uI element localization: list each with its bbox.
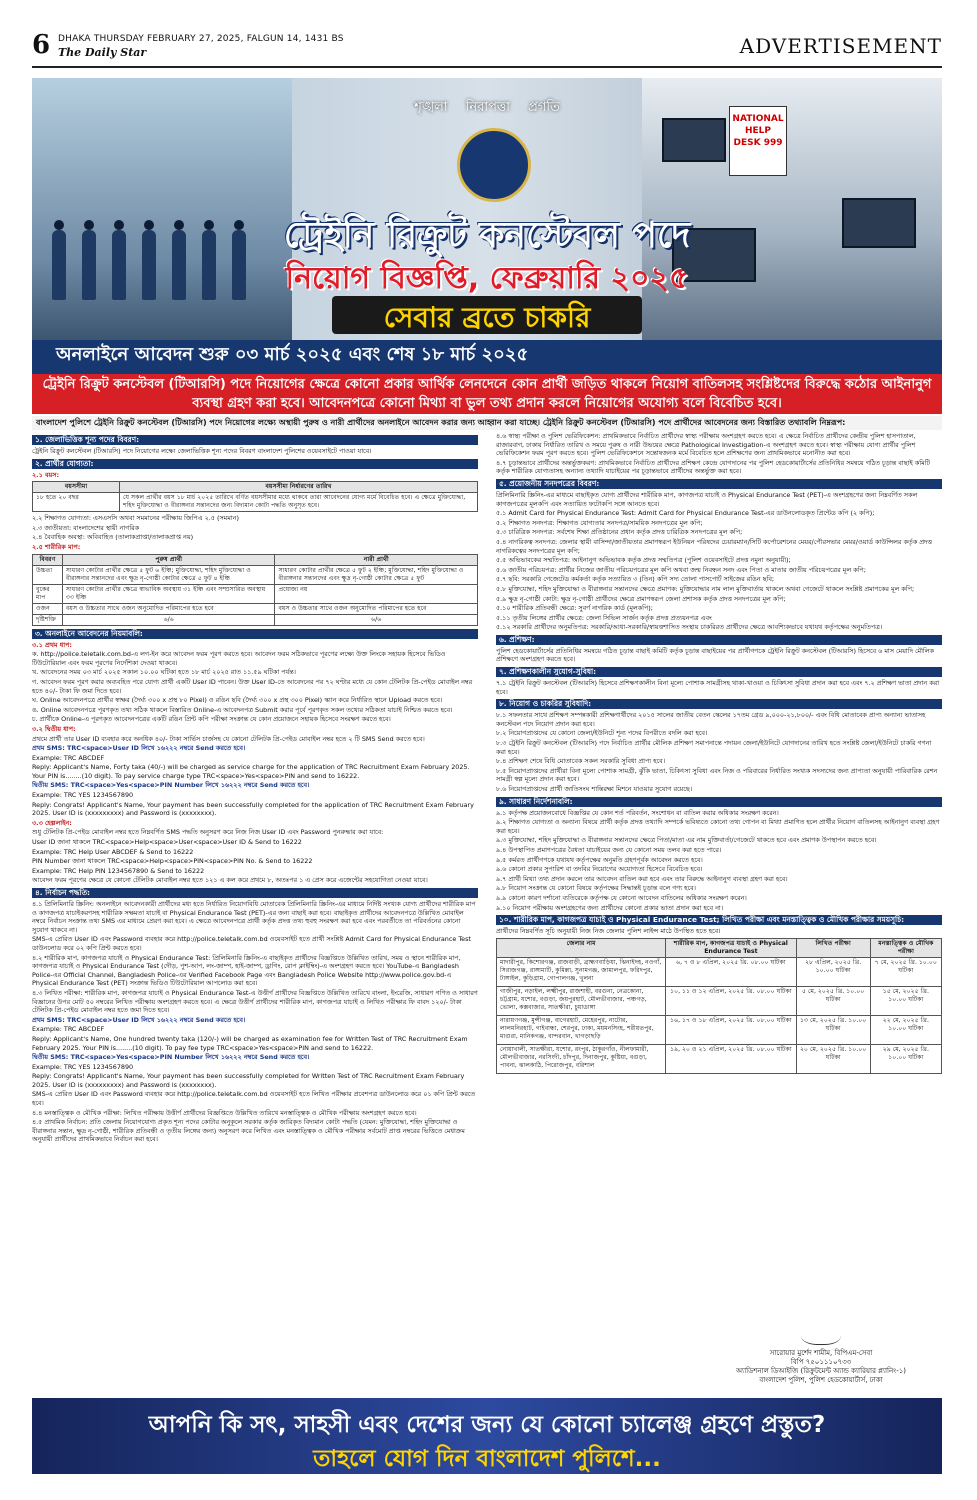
banner-subtitle: নিয়োগ বিজ্ঞপ্তি, ফেব্রুয়ারি ২০২৫ xyxy=(285,261,689,296)
list-item: ৫.৭ ছবি: সরকারি গেজেটেড কর্মকর্তা কর্তৃক সত্যায়িত ৩ (তিন) কপি সদ্য তোলা পাসপোর্ট সাইজের রঙিন ছবি; xyxy=(496,575,775,584)
page-number: 6 xyxy=(32,30,51,60)
table-cell: ৫ মে, ২০২৫ খ্রি. ১০.০০ ঘটিকা xyxy=(796,986,870,1015)
subheading: ৩.২ দ্বিতীয় ধাপ: xyxy=(32,724,76,733)
table-header: নারী প্রার্থী xyxy=(275,554,478,565)
paragraph: শুধু টেলিটক প্রি-পেইড মোবাইল নম্বর হতে নিম্নবর্ণিত SMS পদ্ধতি অনুসরণ করে নিজ নিজ User ID এবং Password পুনরুদ্ধার করা যাবে: xyxy=(32,828,384,837)
section-title: ADVERTISEMENT xyxy=(739,34,942,58)
paragraph: গ. আবেদন ফরম পূরণ করার অব্যবহিত পরে যোগ্য প্রার্থী একটি User ID পাবেন। উক্ত User ID-তে আবেদনের পর ৭২ ঘণ্টার মধ্যে যে কোন টেলিটক প্রি-পেইড মোবাইল নম্বর হতে ৪০/- টাকা ফি জমা দিতে হবে। xyxy=(32,677,473,695)
paragraph: Example: TRC Help PIN 1234567890 & Send to 16222 xyxy=(32,866,205,875)
table-cell: বুকের মাপ xyxy=(33,584,63,603)
table-cell: ৭ মে, ২০২৫ খ্রি. ১০.০০ ঘটিকা xyxy=(870,957,941,986)
sms-instruction: দ্বিতীয় SMS: TRC<space>Yes<space>PIN Number লিখে ১৬২২২ নম্বরে Send করতে হবে। xyxy=(32,781,310,790)
list-item: ৫.১ Admit Card for Physical Endurance Test: Admit Card for Physical Endurance Test-এর ডাউনলোডকৃত প্রিন্টেড কপি (২ কপি); xyxy=(496,509,875,518)
section-heading: ১০. শারীরিক মাপ, কাগজপত্র যাচাই ও Physical Endurance Test; লিখিত পরীক্ষা এবং মনস্তাত্ত্বিক ও মৌখিক পরীক্ষার সময়সূচি: xyxy=(496,915,942,925)
table-cell: ২৮ এপ্রিল, ২০২৫ খ্রি. ১০.০০ ঘটিকা xyxy=(796,957,870,986)
paragraph: খ. আবেদনের সময় ০৩ মার্চ ২০২৫ সকাল ১০.০০ ঘটিকা হতে ১৮ মার্চ ২০২৫ রাত ১১.৫৯ ঘটিকা পর্যন্ত। xyxy=(32,668,296,677)
date-line: DHAKA THURSDAY FEBRUARY 27, 2025, FALGUN 14, 1431 BS xyxy=(58,34,344,44)
sms-reply: Reply: Applicant's Name, Forty taka (40/-) will be charged as service charge for the application of TRC Recruitment Exam February 2025. Your PIN is........(10 digit). To pay service charge type TRC<space>Yes<space>PIN and send to 16222. xyxy=(32,763,470,780)
paragraph: PIN Number জানা থাকলে TRC<space>Help<space>PIN<space>PIN No. & Send to 16222 xyxy=(32,857,313,866)
application-date-band xyxy=(32,340,942,374)
paragraph: চ. প্রার্থীকে Online-এ পূরণকৃত আবেদনপত্রের একটি রঙিন প্রিন্ট কপি পরীক্ষা সংক্রান্ত যে কোন প্রয়োজনে সহায়ক হিসেবে সংরক্ষণ করতে হবে। xyxy=(32,715,391,724)
list-item: ৫.১২ সরকারি প্রার্থীদের অনুমতিপত্র: সরকারি/আধা-সরকারি/স্বায়ত্তশাসিত সংস্থায় চাকরিরত প্রার্থীদের ক্ষেত্রে আবশ্যিকভাবে যথাযথ কর্তৃপক্ষের অনুমতিপত্র। xyxy=(496,623,883,632)
list-item: ৫.৬ জাতীয় পরিচয়পত্র: প্রার্থীর নিজের জাতীয় পরিচয়পত্রের মূল কপি অথবা জন্ম নিবন্ধন সনদ এবং পিতা ও মাতার জাতীয় পরিচয়পত্রের মূল কপি; xyxy=(496,565,866,574)
paragraph: ৪.১ প্রিলিমিনারি স্ক্রিনিং: অনলাইনে আবেদনকারী প্রার্থীদের মধ্য হতে নির্ধারিত নিয়োগবিধি মোতাবেক প্রিলিমিনারি স্ক্রিনিং-এর মাধ্যমে নির্দিষ্ট সংখ্যক যোগ্য প্রার্থীদের শারীরিক মাপ ও কাগজপত্র যাচাইকরণসহ শারীরিক সক্ষমতা যাচাই বা Physical Endurance Test (PET)-এর জন্য বাছাই করা হবে। বাছাইকৃত প্রার্থীদের আবেদনপত্রে উল্লিখিত মোবাইল নম্বরে নির্বাচন সংক্রান্ত তথ্য SMS এর মাধ্যমে প্রেরণ করা হবে। এ ক্ষেত্রে আবেদনপত্রে প্রার্থী কর্তৃক প্রদত্ত তথ্য হুবহু সংরক্ষণ করা হবে এবং পরবর্তীতে তা পরিবর্তনের কোনো সুযোগ থাকবে না। xyxy=(32,900,476,934)
table-cell: উচ্চতা xyxy=(33,565,63,584)
table-cell: ৬/৬ xyxy=(275,614,478,625)
paragraph: প্রার্থীদের নিম্নবর্ণিত সূচি অনুযায়ী নিজ নিজ জেলার পুলিশ লাইন্স মাঠে উপস্থিত হতে হবে। xyxy=(496,927,721,936)
table-header: মনস্তাত্ত্বিক ও মৌখিক পরীক্ষা xyxy=(870,938,941,957)
banner-title: ট্রেইনি রিক্রুট কনস্টেবল পদে xyxy=(283,215,691,256)
table-cell: ২২ মে, ২০২৫ খ্রি. ১০.০০ ঘটিকা xyxy=(870,1015,941,1044)
paragraph: ৭.১ ট্রেইনি রিক্রুট কনস্টেবল (টিআরসি) হিসেবে প্রশিক্ষণকালীন বিনা মূল্যে পোশাক সামগ্রীসহ থাকা-খাওয়া ও চিকিৎসা সুবিধা প্রদান করা হবে এবং ৭.২ প্রশিক্ষণ ভাতা প্রদান করা হবে। xyxy=(496,679,940,696)
table-cell: ৬, ৭ ও ৮ এপ্রিল, ২০২৫ খ্রি. ০৮.০০ ঘটিকা xyxy=(666,957,797,986)
table-header: জেলার নাম xyxy=(497,938,666,957)
paragraph: প্রথমে প্রার্থী তার User ID ব্যবহার করে অনধিক ৪০/- টাকা সার্ভিস চার্জসহ যে কোনো টেলিটক প্রি-পেইড মোবাইল নম্বর হতে ২ টি SMS Send করতে হবে। xyxy=(32,734,425,743)
table-cell: সাধারণ কোটার প্রার্থীর ক্ষেত্রে ৫ ফুট ২ ইঞ্চি; মুক্তিযোদ্ধা, শহিদ মুক্তিযোদ্ধা ও বীরাঙ্গনার সন্তানদের এবং ক্ষুদ্র নৃ-গোষ্ঠী কোটার ক্ষেত্রে ৫ ফুট xyxy=(275,565,478,584)
list-item: ৮.২ নিয়োগপ্রাপ্তদের যে কোনো জেলা/ইউনিটে শূন্য পদের বিপরীতে বদলি করা হবে। xyxy=(496,729,708,738)
footer-banner xyxy=(32,1398,942,1474)
list-item: ৫.৯ ক্ষুদ্র নৃ-গোষ্ঠী কোটা: ক্ষুদ্র নৃ-গোষ্ঠী প্রার্থীদের ক্ষেত্রে প্রমাণস্বরূপ জেলা প্রশাসক কর্তৃক প্রদত্ত সনদপত্রের মূল কপি; xyxy=(496,594,786,603)
table-header: বিবরণ xyxy=(33,554,63,565)
table-cell: সাধারণ কোটার প্রার্থীর ক্ষেত্রে ৫ ফুট ৬ ইঞ্চি; মুক্তিযোদ্ধা, শহিদ মুক্তিযোদ্ধা ও বীরাঙ্গনার সন্তানদের এবং ক্ষুদ্র নৃ-গোষ্ঠী কোটার ক্ষেত্রে ৫ ফুট ৪ ইঞ্চি xyxy=(62,565,275,584)
table-header: লিখিত পরীক্ষা xyxy=(796,938,870,957)
table-cell: বয়স ও উচ্চতার সাথে ওজন অনুমোদিত পরিমাপের হতে হবে xyxy=(275,603,478,614)
paragraph: User ID জানা থাকলে TRC<space>Help<space>User<space>User ID & Send to 16222 xyxy=(32,838,302,847)
table-cell: ১৬, ১৭ ও ১৮ এপ্রিল, ২০২৫ খ্রি. ০৮.০০ ঘটিকা xyxy=(666,1015,797,1044)
paragraph: SMS-এ প্রেরিত User ID এবং Password ব্যবহার করে http://police.teletalk.com.bd ওয়েবসাইট হতে লিখিত পরীক্ষার প্রবেশপত্র ডাউনলোড করে ০১ কপি প্রিন্ট করতে হবে। xyxy=(32,1090,476,1108)
list-item: ৯.৯ কোনো কারণ দর্শানো ব্যতিরেকে কর্তৃপক্ষ যে কোনো আবেদন বাতিলের অধিকার সংরক্ষণ করেন। xyxy=(496,893,747,902)
signature-scribble xyxy=(801,1322,841,1345)
list-item: ৯.১ কর্তৃপক্ষ প্রয়োজনবোধে বিজ্ঞপ্তির যে কোন শর্ত পরিবর্তন, সংশোধন বা বাতিল করার অধিকার সংরক্ষণ করেন। xyxy=(496,808,779,817)
footer-question: আপনি কি সৎ, সাহসী এবং দেশের জন্য যে কোনো চ্যালেঞ্জ গ্রহণে প্রস্তুত? xyxy=(148,1412,826,1438)
signatory-id: বিপি ৭৫০১১১০৭৩৩ xyxy=(790,1358,852,1366)
sms-reply: Reply: Applicant's Name, One hundred twenty taka (120/-) will be charged as examination fee for Written Test of TRC Recruitment Exam February 2025. Your PIN is........(10 digit). To pay fee type TRC<space>Yes<space>PIN and send to 16222. xyxy=(32,1034,468,1052)
table-header: শারীরিক মাপ, কাগজপত্র যাচাই ও Physical Endurance Test xyxy=(666,938,797,957)
intro-text: বাংলাদেশ পুলিশে ট্রেইনি রিক্রুট কনস্টেবল (টিআরসি) পদে নিয়োগের লক্ষ্যে অস্থায়ী পুরুষ ও নারী প্রার্থীদের অনলাইনে আবেদন করার জন্য আহ্বান করা যাচ্ছে। ট্রেইনি রিক্রুট কনস্টেবল (টিআরসি) পদে প্রার্থীদের আবেদনের জন্য বিস্তারিত তথ্যাবলি নিম্নরূপ: xyxy=(32,416,942,430)
paper-name: The Daily Star xyxy=(58,46,147,59)
warning-notice: ট্রেইনি রিক্রুট কনস্টেবল (টিআরসি) পদে নিয়োগের ক্ষেত্রে কোনো প্রকার আর্থিক লেনদেনে কোন প্রার্থী জড়িত থাকলে নিয়োগ বাতিলসহ সংশ্লিষ্টদের বিরুদ্ধে কঠোর আইনানুগ ব্যবস্থা গ্রহণ করা হবে। আবেদনপত্রে কোনো মিথ্যা বা ভুল তথ্য প্রদান করলে নিয়োগের অযোগ্য বলে বিবেচিত হবে। xyxy=(32,374,942,414)
age-table xyxy=(32,481,478,512)
table-cell: সাধারণ কোটার প্রার্থীর ক্ষেত্রে স্বাভাবিক অবস্থায় ৩১ ইঞ্চি এবং সম্প্রসারিত অবস্থায় ৩৩ ইঞ্চি xyxy=(62,584,275,603)
table-row xyxy=(33,614,478,625)
motto: শৃঙ্খলা নিরাপত্তা প্রগতি xyxy=(414,100,560,115)
paragraph: পুলিশ হেডকোয়ার্টার্সের প্রতিনিধির সমন্বয়ে গঠিত চূড়ান্ত বাছাই কমিটি কর্তৃক চূড়ান্ত বাছাইয়ের পর প্রার্থীগণকে ট্রেইনি রিক্রুট কনস্টেবল (টিআরসি) হিসেবে ৬ মাস মেয়াদি মৌলিক প্রশিক্ষণে অংশগ্রহণ করতে হবে। xyxy=(496,646,934,664)
list-item: ৮.৫ নিয়োগপ্রাপ্তদের প্রার্থীরা বিনা মূল্যে পোশাক সামগ্রী, ঝুঁকি ভাতা, চিকিৎসা সুবিধা এবং নিজ ও পরিবারের নির্ধারিত সংখ্যক সদস্যদের জন্য প্রাপ্যতা অনুযায়ী পারিবারিক রেশন সামগ্রী স্বল্প মূল্যে প্রদান করা হবে। xyxy=(496,766,938,784)
list-item: ৮.৪ প্রশিক্ষণ শেষে বিধি মোতাবেক সকল সরকারি সুবিধা প্রাপ্য হবে। xyxy=(496,757,666,766)
table-row xyxy=(33,565,478,584)
sms-reply: Reply: Congrats! Applicant's Name, Your payment has been successfully completed for Written Test of TRC Recruitment Exam February 2025. User ID is (xxxxxxxxx) and Password is (xxxxxxxx). xyxy=(32,1072,465,1089)
monitor xyxy=(662,118,726,162)
hero-banner xyxy=(32,78,942,340)
sms-example: Example: TRC ABCDEF xyxy=(32,753,105,762)
sms-example: Example: TRC YES 1234567890 xyxy=(32,1062,134,1071)
section-heading: ৬. প্রশিক্ষণ: xyxy=(496,635,942,645)
list-item: ৯.৭ প্রার্থী মিথ্যা তথ্য প্রদান করলে তার আবেদন বাতিল করা হবে এবং তার বিরুদ্ধে আইনানুগ ব্যবস্থা গ্রহণ করা হবে। xyxy=(496,874,788,883)
sms-instruction: প্রথম SMS: TRC<space>User ID লিখে ১৬২২২ নম্বরে Send করতে হবে। xyxy=(32,744,246,753)
table-cell: ওজন xyxy=(33,603,63,614)
helpdesk-sign: NATIONAL HELP DESK 999 xyxy=(729,106,787,176)
list-item: ৯.৬ কোনো প্রকার সুপারিশ বা তদবির নিয়োগের অযোগ্যতা হিসেবে বিবেচিত হবে। xyxy=(496,865,703,874)
table-cell: বয়স ও উচ্চতার সাথে ওজন অনুমোদিত পরিমাপের হতে হবে xyxy=(62,603,275,614)
signature-block xyxy=(706,1322,936,1390)
table-header: বয়সসীমা xyxy=(33,482,120,493)
list-item: ৫.৩ চারিত্রিক সনদপত্র: সর্বশেষ শিক্ষা প্রতিষ্ঠানের প্রধান কর্তৃক প্রদত্ত চারিত্রিক সনদপত্রের মূল কপি; xyxy=(496,528,743,537)
list-item: ৫.৫ অভিভাবকের সম্মতিপত্র: আইনানুগ অভিভাবক কর্তৃক প্রদত্ত সম্মতিপত্র (পুলিশ ওয়েবসাইটে প্রদত্ত নমুনা অনুযায়ী); xyxy=(496,556,791,565)
table-row xyxy=(497,986,942,1015)
list-item: ৮.৬ নিয়োগপ্রাপ্তদের প্রার্থী জাতিসংঘ শান্তিরক্ষা মিশনে যাওয়ার সুযোগ রয়েছে। xyxy=(496,785,693,793)
list-item: ৯.৪ উপস্থাপিত প্রমাণপত্রের বৈধতা যাচাইয়ের জন্য যে কোনো সময় তলব করা হতে পারে। xyxy=(496,845,722,854)
paragraph: Example: TRC Help User ABCDEF & Send to 16222 xyxy=(32,847,194,856)
paragraph: ৪.২ শারীরিক মাপ, কাগজপত্র যাচাই ও Physical Endurance Test: প্রিলিমিনারি স্ক্রিনিং-এ বাছাইকৃত প্রার্থীদের বিজ্ঞপ্তিতে উল্লিখিত তারিখ, সময় ও স্থানে শারীরিক মাপ, কাগজপত্র যাচাই ও Physical Endurance Test (দৌড়, পুশ-আপ, লং-জাম্প, হাই-জাম্প, ড্রাগিং, রোপ ক্লাইম্বিং)-এ অংশগ্রহণ করতে হবে। YouTube-এ Bangladesh Police-এর Official Channel, Bangladesh Police-এর Verified Facebook Page এবং Bangladesh Police Website http://www.police.gov.bd-এ Physical Endurance Test (PET) সংক্রান্ত ভিডিও টিউটোরিয়াল আপলোড করা হবে। xyxy=(32,953,461,988)
paragraph: ঙ. Online আবেদনপত্রে পূরণকৃত তথ্য সঠিক থাকলে বিস্তারিত Online-এ আবেদনপত্র Submit করার পূর্বে পূরণকৃত সকল তথ্যের সঠিকতা যাচাই নিশ্চিত করতে হবে। xyxy=(32,705,453,714)
list-item: ৮.৩ ট্রেইনি রিক্রুট কনস্টেবল (টিআরসি) পদে নির্বাচিত প্রার্থীর মৌলিক প্রশিক্ষণ সমাপনান্তে পদায়ন জেলা/ইউনিটে যোগদানের তারিখ হতে সংশ্লিষ্ট জেলা/ইউনিটে চাকরি গণনা করা হবে। xyxy=(496,739,932,756)
subheading: ৩.৩ হেল্পলাইন: xyxy=(32,818,72,827)
table-cell: যে সকল প্রার্থীর বয়স ১৮ মার্চ ২০২৫ তারিখে বর্ণিত বয়সসীমার মধ্যে থাকবে তারা আবেদনের যোগ্য মর্মে বিবেচিত হবে। এ ক্ষেত্রে মুক্তিযোদ্ধা, শহিদ মুক্তিযোদ্ধা ও বীরাঙ্গনার সন্তানদের জন্য বিদ্যমান কোটা পদ্ধতি অনুসৃত হবে। xyxy=(120,493,478,512)
table-cell: নারায়ণগঞ্জ, মুন্সীগঞ্জ, বাগেরহাট, মেহেরপুর, নাটোর, লালমনিরহাট, গাইবান্ধা, শেরপুর, ঢাকা, ময়মনসিংহ, শরীয়তপুর, মাগুরা, মানিকগঞ্জ, বান্দরবান, খাগড়াছড়ি xyxy=(497,1015,666,1044)
signatory-name: সারোয়ার মুর্শেদ শামীম, বিপিএম-সেবা xyxy=(769,1349,873,1357)
list-item: ৫.২ শিক্ষাগত সনদপত্র: শিক্ষাগত যোগ্যতার সনদপত্র/সাময়িক সনদপত্রের মূল কপি; xyxy=(496,518,703,527)
list-item: ৫.৪ নাগরিকত্ব সনদপত্র: জেলার স্থায়ী বাসিন্দা/জাতীয়তার প্রমাণস্বরূপ ইউনিয়ন পরিষদের চেয়ারম্যান/সিটি কর্পোরেশনের মেয়র/পৌরসভার মেয়র/ওয়ার্ড কাউন্সিলর কর্তৃক প্রদত্ত নাগরিকত্বের সনদপত্রের মূল কপি; xyxy=(496,537,932,555)
paragraph: প্রিলিমিনারি স্ক্রিনিং-এর মাধ্যমে বাছাইকৃত যোগ্য প্রার্থীদের শারীরিক মাপ, কাগজপত্র যাচাই ও Physical Endurance Test (PET)-এ অংশগ্রহণের জন্য নিম্নবর্ণিত সকল কাগজপত্রের মূলকপি এবং সত্যায়িত ফটোকপি সঙ্গে আনতে হবে। xyxy=(496,490,918,508)
table-cell: গাজীপুর, নড়াইল, লক্ষ্মীপুর, রাজশাহী, বরগুনা, নেত্রকোনা, চট্টগ্রাম, যশোর, বগুড়া, জয়পুরহাট, মৌলভীবাজার, পঞ্চগড়, ভোলা, কক্সবাজার, সাতক্ষীরা, চুয়াডাঙ্গা xyxy=(497,986,666,1015)
section-heading: ৮. নিয়োগ ও চাকরির সুবিধাদি: xyxy=(496,699,942,709)
list-item: ৫.১১ তৃতীয় লিঙ্গের প্রার্থীর ক্ষেত্রে: জেলা সিভিল সার্জন কর্তৃক প্রদত্ত প্রত্যয়নপত্র এবং xyxy=(496,613,712,622)
banner-tagline: সেবার ব্রতে চাকরি xyxy=(332,296,642,334)
table-cell: ৬/৬ xyxy=(62,614,275,625)
sms-example: Example: TRC ABCDEF xyxy=(32,1025,105,1034)
section-heading: ৪. নির্বাচন পদ্ধতি: xyxy=(32,888,478,898)
subheading: ২.১ বয়স: xyxy=(32,470,60,479)
table-row xyxy=(497,1015,942,1044)
table-cell: নোয়াখালী, সাতক্ষীরা, যশোর, রংপুর, ঠাকুরগাঁও, নীলফামারী, মৌলভীবাজার, নরসিংদী, চাঁদপুর, দিনাজপুর, কুষ্টিয়া, বগুড়া, পাবনা, ঝালকাঠি, পিরোজপুর, বরিশাল xyxy=(497,1044,666,1073)
left-column xyxy=(32,432,478,1392)
paragraph: ট্রেইনি রিক্রুট কনস্টেবল (টিআরসি) পদে নিয়োগের লক্ষ্যে জেলাভিত্তিক শূন্য পদের বিবরণ বাংলাদেশ পুলিশের ওয়েবসাইটে পাওয়া যাবে। xyxy=(32,447,372,455)
subheading: ২.৫ শারীরিক মাপ: xyxy=(32,542,81,551)
list-item: ৯.২ শিক্ষাগত যোগ্যতা ও অন্যান্য বিষয়ে প্রার্থী কর্তৃক প্রদত্ত তথ্যাদি সম্পর্কে ভবিষ্যতে কোনো তথ্য গোপন বা মিথ্যা প্রমাণিত হলে প্রার্থীর নিয়োগ বাতিলসহ আইনানুগ ব্যবস্থা গ্রহণ করা হবে। xyxy=(496,818,940,835)
sms-instruction: দ্বিতীয় SMS: TRC<space>Yes<space>PIN Number লিখে ১৬২২২ নম্বরে Send করতে হবে। xyxy=(32,1053,310,1062)
paragraph: ৪.৫ প্রাথমিক নির্বাচন: প্রতি জেলায় নিয়োগযোগ্য প্রকৃত শূন্য পদের কোটার অনুকূলে সরকার কর্তৃক জারিকৃত বিদ্যমান কোটা পদ্ধতি (যেমন: মুক্তিযোদ্ধা, শহিদ মুক্তিযোদ্ধা ও বীরাঙ্গনার সন্তান, ক্ষুদ্র নৃ-গোষ্ঠী, শারীরিক প্রতিবন্ধী ও তৃতীয় লিঙ্গের জন্য) অনুসরণ করে লিখিত এবং মনস্তাত্ত্বিক ও মৌখিক পরীক্ষার সর্বমোট প্রাপ্ত নম্বরের ভিত্তিতে মেধাক্রম অনুযায়ী প্রার্থীদের প্রাথমিকভাবে নির্বাচন করা হবে। xyxy=(32,1118,465,1144)
paragraph: ৪.৭ চূড়ান্তভাবে প্রার্থীদের অন্তর্ভুক্তকরণ: প্রাথমিকভাবে নির্বাচিত প্রার্থীদের প্রশিক্ষণ কেন্দ্রে যোগদানের পর পুলিশ হেডকোয়ার্টার্সের প্রতিনিধির সমন্বয়ে গঠিত চূড়ান্ত বাছাই কমিটি কর্তৃক শারীরিক যোগ্যতাসহ অন্যান্য তথ্যাদি যাচাইয়ের পর চূড়ান্তভাবে প্রার্থীদের অন্তর্ভুক্ত করা হবে। xyxy=(496,458,930,476)
table-cell: ১৩ মে, ২০২৫ খ্রি. ১০.০০ ঘটিকা xyxy=(796,1015,870,1044)
footer-call-to-action: তাহলে যোগ দিন বাংলাদেশ পুলিশে... xyxy=(313,1446,661,1472)
table-cell: প্রযোজ্য নয় xyxy=(275,584,478,603)
table-header: বয়সসীমা নির্ধারণের তারিখ xyxy=(120,482,478,493)
table-cell: মাদারীপুর, কিশোরগঞ্জ, রাজবাড়ী, ব্রাহ্মণবাড়িয়া, ঝিনাইদহ, নওগাঁ, সিরাজগঞ্জ, রাঙ্গামাটি, কুমিল্লা, সুনামগঞ্জ, জামালপুর, ফরিদপুর, টাঙ্গাইল, কুড়িগ্রাম, গোপালগঞ্জ, খুলনা xyxy=(497,957,666,986)
table-row xyxy=(497,957,942,986)
table-header: পুরুষ প্রার্থী xyxy=(62,554,275,565)
table-cell: ১৮ হতে ২০ বছর xyxy=(33,493,120,512)
table-cell: ১০, ১১ ও ১২ এপ্রিল, ২০২৫ খ্রি. ০৮.০০ ঘটিকা xyxy=(666,986,797,1015)
sms-instruction: প্রথম SMS: TRC<space>User ID লিখে ১৬২২২ নম্বরে Send করতে হবে। xyxy=(32,1015,246,1024)
list-item: ৮.১ সফলতার সাথে প্রশিক্ষণ সম্পন্নকারী প্রশিক্ষণার্থীদের ২০১৫ সালের জাতীয় বেতন স্কেলের ১৭তম গ্রেড ৯,০০০-২১,৮০০/- এবং বিধি মোতাবেক প্রাপ্য অন্যান্য ভাতাসহ কনস্টেবল পদে নিয়োগ প্রদান করা হবে। xyxy=(496,711,926,728)
signatory-designation: অ্যাডিশনাল ডিআইজি (রিক্রুটমেন্ট অ্যান্ড ক্যারিয়ার প্ল্যানিং-১) xyxy=(735,1367,906,1375)
paragraph: ২.৪ বৈবাহিক অবস্থা: অবিবাহিত (তালাকপ্রাপ্তা/তালাকপ্রাপ্ত নয়) xyxy=(32,533,194,542)
table-cell: ১৫ মে, ২০২৫ খ্রি. ১০.০০ ঘটিকা xyxy=(870,986,941,1015)
paragraph: ক. http://police.teletalk.com.bd-এ লগ-ইন করে আবেদন ফরম পূরণ করতে হবে। আবেদন ফরম সঠিকভাবে পূরণের লক্ষ্যে উক্ত লিংকে সহায়ক হিসেবে ভিডিও টিউটোরিয়াল এবং ফরম পূরণের নির্দেশিকা দেওয়া থাকবে। xyxy=(32,650,446,667)
list-item: ৯.১০ নিয়োগ পরীক্ষায় অংশগ্রহণের জন্য প্রার্থীদের কোনো প্রকার ভাতা প্রদান করা হবে না। xyxy=(496,903,724,912)
paragraph: ৪.৪ মনস্তাত্ত্বিক ও মৌখিক পরীক্ষা: লিখিত পরীক্ষায় উত্তীর্ণ প্রার্থীদের বিজ্ঞপ্তিতে উল্লিখিত তারিখে মনস্তাত্ত্বিক ও মৌখিক পরীক্ষায় অংশগ্রহণ করতে হবে। xyxy=(32,1108,417,1117)
section-heading: ৫. প্রয়োজনীয় সনদপত্রের বিবরণ: xyxy=(496,479,942,489)
section-heading: ১. জেলাভিত্তিক শূন্য পদের বিবরণ: xyxy=(32,435,478,445)
table-cell: ২৯ মে, ২০২৫ খ্রি. ১০.০০ ঘটিকা xyxy=(870,1044,941,1073)
paragraph: ৪.৬ স্বাস্থ্য পরীক্ষা ও পুলিশ ভেরিফিকেশন: প্রাথমিকভাবে নির্বাচিত প্রার্থীদের স্বাস্থ্য পরীক্ষায় অংশগ্রহণ করতে হবে। এ ক্ষেত্রে নির্বাচিত প্রার্থীদের কেন্দ্রীয় পুলিশ হাসপাতাল, রাজারবাগ, ঢাকায় নির্ধারিত তারিখ ও সময়ে পুরুষ ও নারী উভয়ের ক্ষেত্রে Pathological Investigation-এ অংশগ্রহণ করতে হবে। স্বাস্থ্য পরীক্ষায় যোগ্য প্রার্থীর পুলিশ ভেরিফিকেশন ফরম পূরণ করতে হবে। পুলিশ ভেরিফিকেশনে সন্তোষজনক মর্মে বিবেচিত হলে প্রশিক্ষণের জন্য প্রাথমিকভাবে মনোনীত করা হবে। xyxy=(496,432,916,458)
signatory-office: বাংলাদেশ পুলিশ, পুলিশ হেডকোয়ার্টার্স, ঢাকা xyxy=(759,1376,883,1384)
table-row xyxy=(33,603,478,614)
list-item: ৯.৩ মুক্তিযোদ্ধা, শহিদ মুক্তিযোদ্ধা ও বীরাঙ্গনার সন্তানদের ক্ষেত্রে পিতা/মাতা এর নাম মুক্তিবার্তা/গেজেটে থাকতে হবে এবং প্রমাণক উপস্থাপন করতে হবে। xyxy=(496,836,877,845)
table-row xyxy=(497,1044,942,1073)
masthead xyxy=(32,28,942,68)
section-heading: ৯. সাধারণ নির্দেশনাবলি: xyxy=(496,797,942,807)
paragraph: ২.২ শিক্ষাগত যোগ্যতা: এসএসসি অথবা সমমানের পরীক্ষায় জিপিএ ২.৫ (সমমান) xyxy=(32,514,239,523)
section-heading: ২. প্রার্থীর যোগ্যতা: xyxy=(32,459,478,469)
section-heading: ৩. অনলাইনে আবেদনের নিয়মাবলি: xyxy=(32,629,478,639)
paragraph: ৪.৩ লিখিত পরীক্ষা: শারীরিক মাপ, কাগজপত্র যাচাই ও Physical Endurance Test-এ উত্তীর্ণ প্রার্থীদের বিজ্ঞপ্তিতে উল্লিখিত তারিখে বাংলা, ইংরেজি, সাধারণ গণিত ও সাধারণ বিজ্ঞানের উপর মোট ৫০ নম্বরের লিখিত পরীক্ষায় অংশগ্রহণ করতে হবে। এ ক্ষেত্রে উত্তীর্ণ প্রার্থীদের শারীরিক মাপ, কাগজপত্র যাচাই ও লিখিত পরীক্ষার ফি বাবদ ১২০/- টাকা টেলিটক প্রি-পেইড মোবাইল নম্বর হতে জমা দিতে হবে। xyxy=(32,988,478,1015)
table-cell: ১৯, ২০ ও ২১ এপ্রিল, ২০২৫ খ্রি. ০৮.০০ ঘটিকা xyxy=(666,1044,797,1073)
list-item: ৫.৮ মুক্তিযোদ্ধা, শহিদ মুক্তিযোদ্ধা ও বীরাঙ্গনার সন্তানদের ক্ষেত্রে প্রমাণক: মুক্তিযোদ্ধার নাম লাল মুক্তিবার্তায় থাকলে অথবা গেজেটে থাকলে সংশ্লিষ্ট প্রমাণকের মূল কপি; xyxy=(496,584,915,593)
sms-reply: Reply: Congrats! Applicant's Name, Your payment has been successfully completed for the application of TRC Recruitment Exam February 2025. User ID is (xxxxxxxxx) and Password is (xxxxxxxx). xyxy=(32,800,474,818)
table-row xyxy=(33,584,478,603)
table-cell: ২০ মে, ২০২৫ খ্রি. ১০.০০ ঘটিকা xyxy=(796,1044,870,1073)
application-window: অনলাইনে আবেদন শুরু ০৩ মার্চ ২০২৫ এবং শেষ ১৮ মার্চ ২০২৫ xyxy=(56,344,529,365)
section-heading: ৭. প্রশিক্ষণকালীন সুযোগ-সুবিধা: xyxy=(496,667,942,677)
sms-example: Example: TRC YES 1234567890 xyxy=(32,791,134,800)
paragraph: ঘ. Online আবেদনপত্রে প্রার্থীর স্বাক্ষর (দৈর্ঘ্য ৩০০ x প্রস্থ ৮০ Pixel) ও রঙিন ছবি (দৈর্ঘ্য ৩০০ x প্রস্থ ৩০০ Pixel) স্ক্যান করে নির্ধারিত স্থানে Upload করতে হবে। xyxy=(32,696,443,705)
paragraph: আবেদন ফরম পূরণের ক্ষেত্রে যে কোনো টেলিটক মোবাইল নম্বর হতে ১২১ এ কল করে প্রথমে ৮, অতঃপর ১ এ প্রেস করে এজেন্টের সহযোগিতা নেওয়া যাবে। xyxy=(32,876,428,885)
police-emblem-icon xyxy=(457,128,531,202)
right-column xyxy=(496,432,942,1392)
list-item: ৯.৮ নিয়োগ সংক্রান্ত যে কোনো বিষয়ে কর্তৃপক্ষের সিদ্ধান্তই চূড়ান্ত বলে গণ্য হবে। xyxy=(496,884,696,893)
table-cell: দৃষ্টিশক্তি xyxy=(33,614,63,625)
list-item: ৫.১০ শারীরিক প্রতিবন্ধী ক্ষেত্রে: সুবর্ণ নাগরিক কার্ড (মূলকপি); xyxy=(496,604,653,613)
physical-table xyxy=(32,554,478,626)
paragraph: SMS-এ প্রেরিত User ID এবং Password ব্যবহার করে http://police.teletalk.com.bd ওয়েবসাইট হতে প্রার্থী সংশ্লিষ্ট Admit Card for Physical Endurance Test ডাউনলোড করে ০২ কপি প্রিন্ট করতে হবে। xyxy=(32,935,471,952)
schedule-table xyxy=(496,938,942,1074)
list-item: ৯.৫ কর্মরত প্রার্থীগণকে যথাযথ কর্তৃপক্ষের অনুমতি গ্রহণপূর্বক আবেদন করতে হবে। xyxy=(496,855,703,864)
paragraph: ২.৩ জাতীয়তা: বাংলাদেশের স্থায়ী নাগরিক xyxy=(32,523,140,532)
subheading: ৩.১ প্রথম ধাপ: xyxy=(32,640,72,649)
